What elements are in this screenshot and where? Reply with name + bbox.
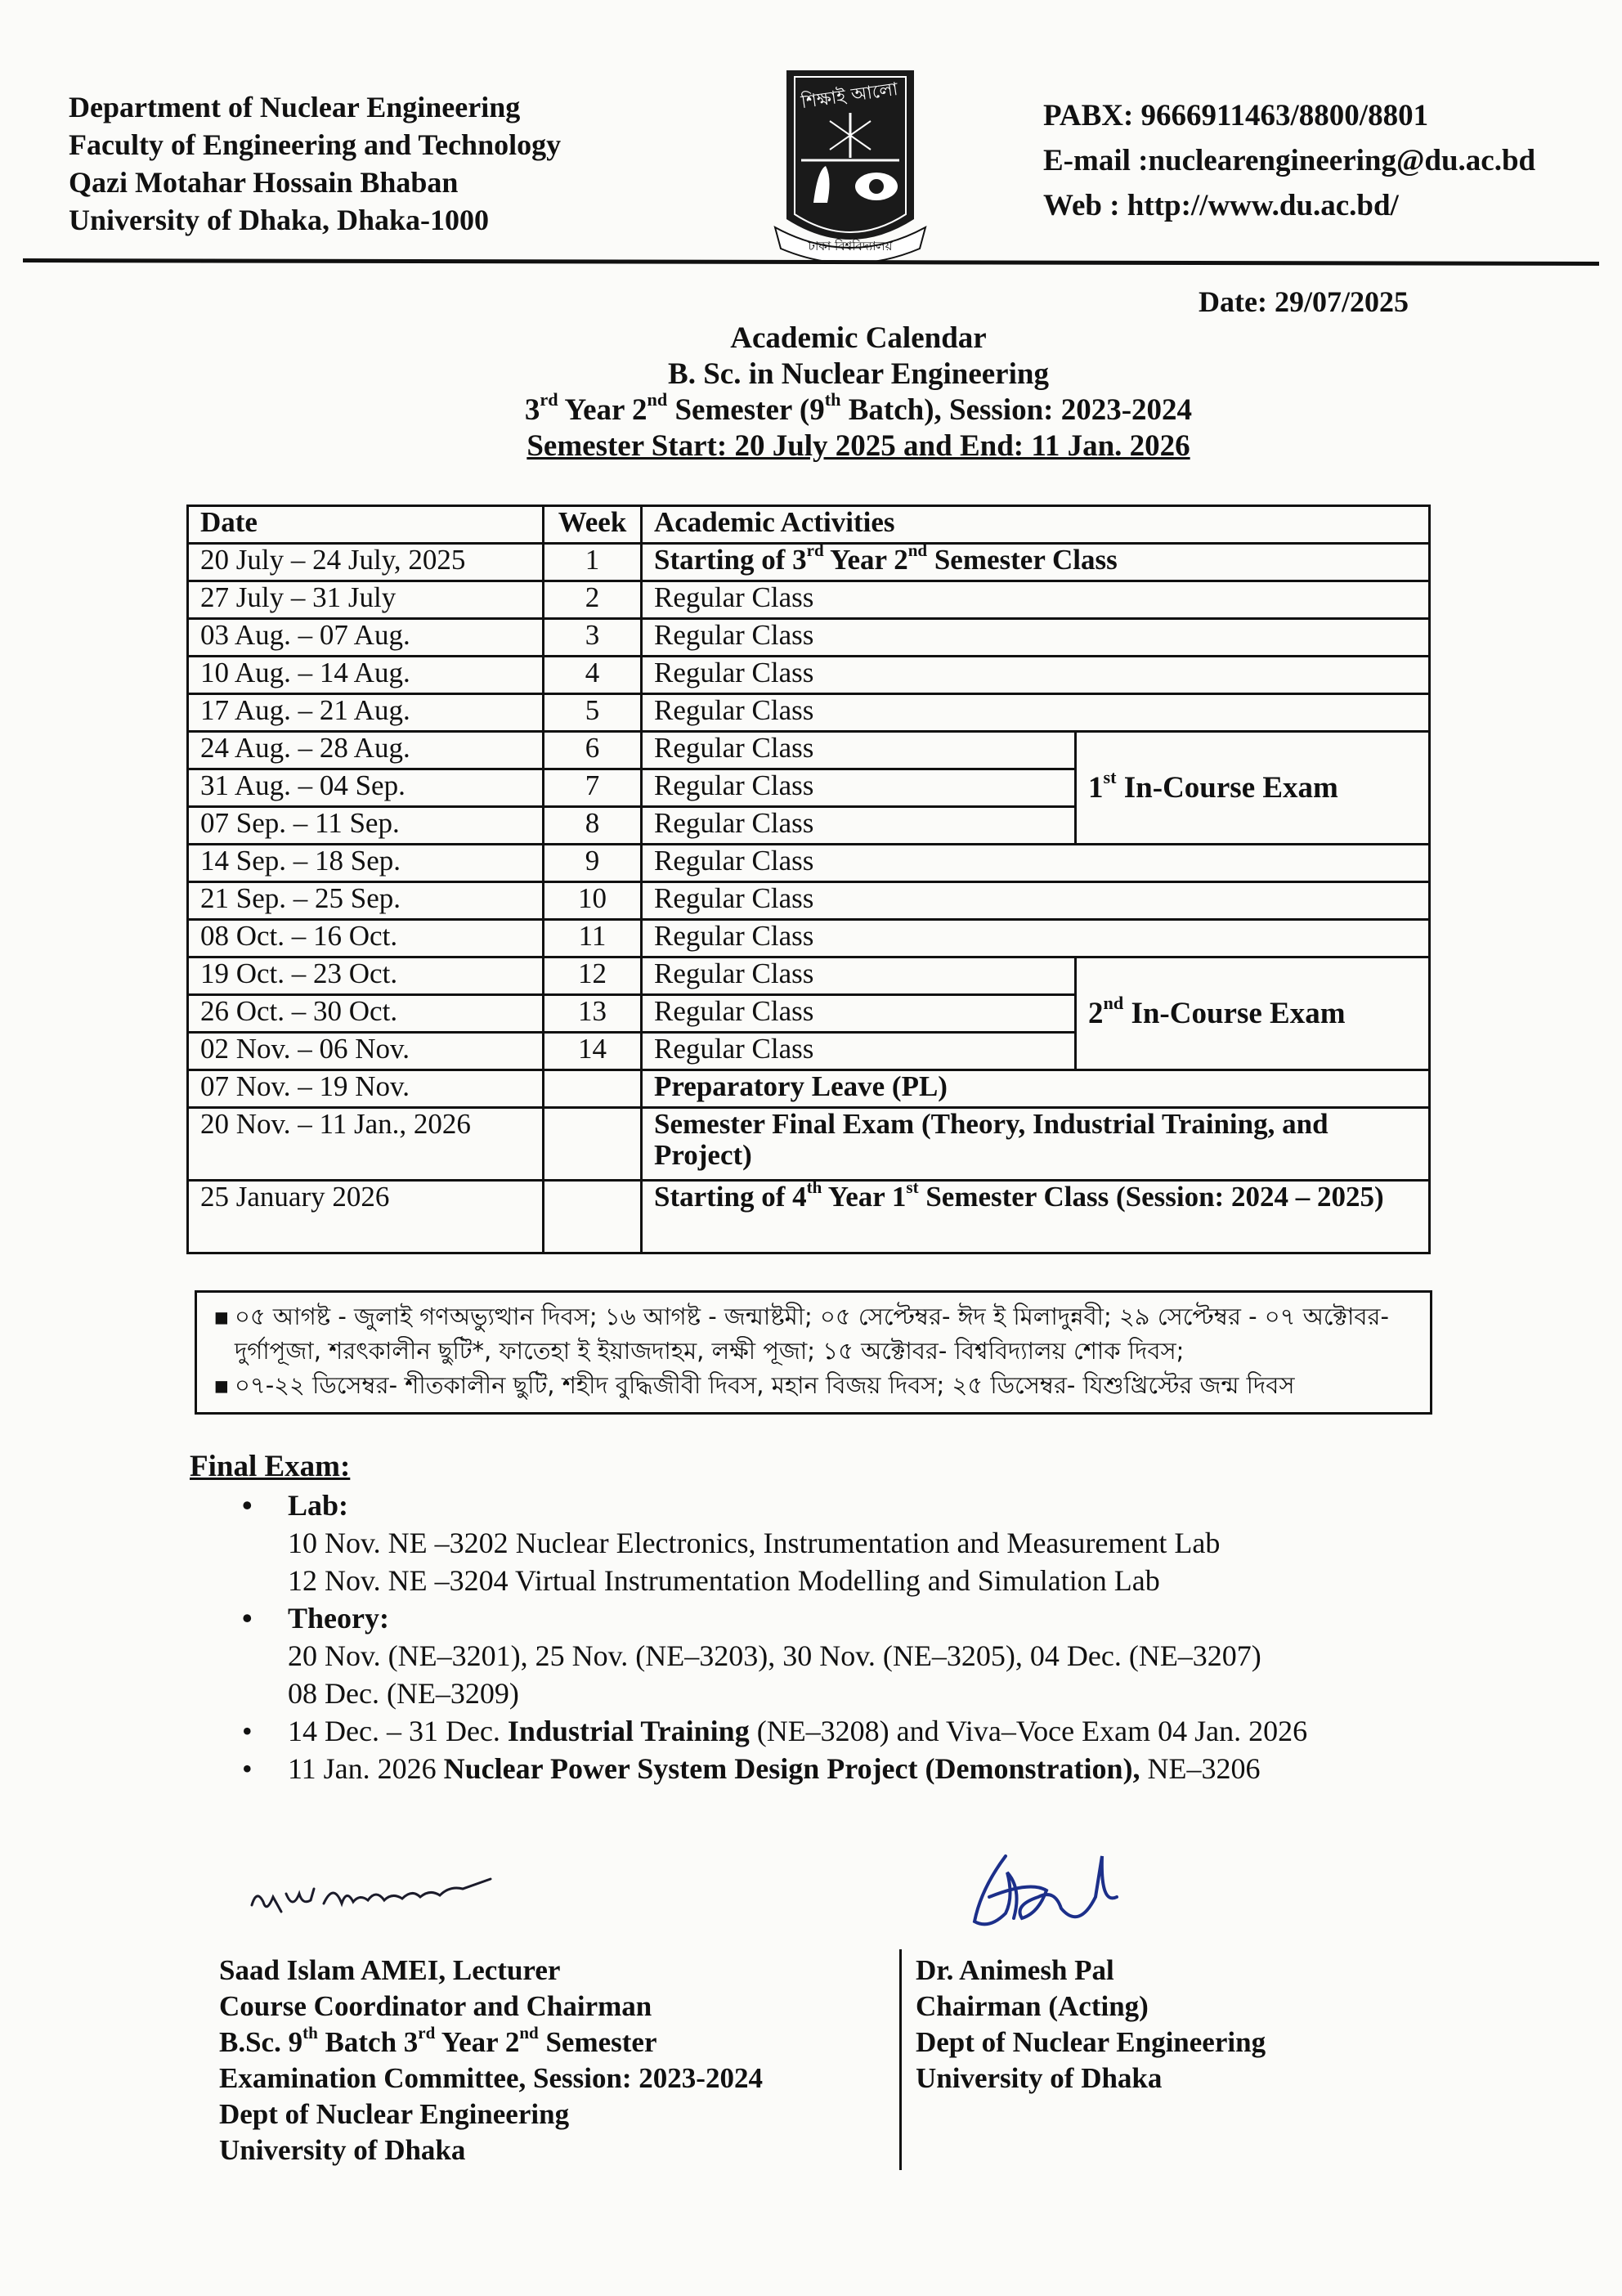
- activity-cell: Regular Class: [642, 657, 1430, 694]
- date-cell: 03 Aug. – 07 Aug.: [188, 619, 544, 657]
- week-cell: 8: [544, 807, 642, 845]
- signatory-title: B.Sc. 9th Batch 3rd Year 2nd Semester: [219, 2023, 657, 2058]
- activity-cell: Starting of 4th Year 1st Semester Class (Session: 2024 – 2025): [642, 1181, 1430, 1253]
- lab-line: 12 Nov. NE –3204 Virtual Instrumentation Modelling and Simulation Lab: [288, 1564, 1160, 1597]
- table-row: [188, 920, 1430, 957]
- date-cell: 26 Oct. – 30 Oct.: [188, 995, 544, 1033]
- table-row: [188, 957, 1430, 995]
- holiday-item: ▪ ০৫ আগষ্ট - জুলাই গণঅভ্যুত্থান দিবস; ১৬ আগষ্ট - জন্মাষ্টমী; ০৫ সেপ্টেম্বর- ঈদ ই মিলাদুন্নবী; ২৯ সেপ্টেম্বর - ০৭ অক্টোবর- দুর্গাপূজা, শরৎকালীন ছুটি*, ফাতেহা ই ইয়াজদাহম, লক্ষী পূজা; ১৫ অক্টোবর- বিশ্ববিদ্যালয় শোক দিবস;: [235, 1299, 1417, 1368]
- table-row: [188, 619, 1430, 657]
- signature-divider: [899, 1949, 902, 2170]
- lab-label: • Lab:: [237, 1487, 1512, 1524]
- week-cell: 1: [544, 544, 642, 581]
- date-cell: 19 Oct. – 23 Oct.: [188, 957, 544, 995]
- final-exam-heading: Final Exam:: [190, 1450, 351, 1483]
- date-cell: 17 Aug. – 21 Aug.: [188, 694, 544, 732]
- project-item: • 11 Jan. 2026 Nuclear Power System Design Project (Demonstration), NE–3206: [237, 1750, 1512, 1787]
- date-cell: 08 Oct. – 16 Oct.: [188, 920, 544, 957]
- holiday-item: ▪ ০৭-২২ ডিসেম্বর- শীতকালীন ছুটি, শহীদ বুদ্ধিজীবী দিবস, মহান বিজয় দিবস; ২৫ ডিসেম্বর- যিশুখ্রিস্টের জন্ম দিবস: [235, 1368, 1417, 1402]
- table-row: [188, 544, 1430, 581]
- date-cell: 02 Nov. – 06 Nov.: [188, 1033, 544, 1070]
- table-header-row: [188, 506, 1430, 544]
- holiday-note: [195, 1290, 1432, 1415]
- activity-cell: Regular Class: [642, 845, 1430, 882]
- semester-span: Semester Start: 20 July 2025 and End: 11 Jan. 2026: [526, 429, 1190, 463]
- activity-cell: Regular Class: [642, 995, 1076, 1033]
- table-row: [188, 657, 1430, 694]
- week-cell: [544, 1070, 642, 1108]
- table-row: [188, 1070, 1430, 1108]
- activity-cell: Regular Class: [642, 1033, 1076, 1070]
- week-cell: 12: [544, 957, 642, 995]
- date-cell: 31 Aug. – 04 Sep.: [188, 769, 544, 807]
- activity-cell: Regular Class: [642, 694, 1430, 732]
- title-line: B. Sc. in Nuclear Engineering: [668, 357, 1049, 391]
- week-cell: [544, 1181, 642, 1253]
- dept-line: Faculty of Engineering and Technology: [69, 128, 562, 161]
- column-header: Week: [544, 506, 642, 544]
- activity-cell: Starting of 3rd Year 2nd Semester Class: [642, 544, 1430, 581]
- activity-cell: Regular Class: [642, 619, 1430, 657]
- calendar-title: [327, 321, 1390, 464]
- signature-right: [957, 1840, 1128, 1950]
- date-cell: 07 Nov. – 19 Nov.: [188, 1070, 544, 1108]
- signatory-name: Dr. Animesh Pal: [916, 1954, 1114, 1986]
- logo-name: ঢাকা বিশ্ববিদ্যালয়: [808, 239, 893, 253]
- dept-line: Qazi Motahar Hossain Bhaban: [69, 166, 459, 199]
- date-cell: 07 Sep. – 11 Sep.: [188, 807, 544, 845]
- table-row: [188, 845, 1430, 882]
- department-address: [69, 88, 561, 239]
- signatory-dept: Dept of Nuclear Engineering: [219, 2098, 570, 2130]
- signatory-title: Chairman (Acting): [916, 1990, 1149, 2022]
- industrial-training-item: • 14 Dec. – 31 Dec. Industrial Training (NE–3208) and Viva–Voce Exam 04 Jan. 2026: [237, 1712, 1512, 1750]
- signatory-left: [219, 1953, 763, 2168]
- table-row: [188, 882, 1430, 920]
- in-course-exam-2: 2nd In-Course Exam: [1076, 957, 1430, 1070]
- week-cell: 14: [544, 1033, 642, 1070]
- signatory-university: University of Dhaka: [219, 2134, 466, 2166]
- logo-motto: শিক্ষাই আলো: [800, 78, 899, 114]
- date-cell: 20 Nov. – 11 Jan., 2026: [188, 1108, 544, 1181]
- dept-line: Department of Nuclear Engineering: [69, 91, 521, 123]
- date-cell: 20 July – 24 July, 2025: [188, 544, 544, 581]
- date-cell: 14 Sep. – 18 Sep.: [188, 845, 544, 882]
- date-cell: 24 Aug. – 28 Aug.: [188, 732, 544, 769]
- academic-calendar-table: [186, 504, 1431, 1254]
- table-row: [188, 1108, 1430, 1181]
- web: Web : http://www.du.ac.bd/: [1043, 189, 1399, 222]
- activity-cell: Semester Final Exam (Theory, Industrial Training, and Project): [642, 1108, 1430, 1181]
- signature-left: [245, 1864, 515, 1930]
- week-cell: 11: [544, 920, 642, 957]
- title-line: 3rd Year 2nd Semester (9th Batch), Session: 2023-2024: [524, 389, 1193, 427]
- contact-info: [1043, 93, 1535, 228]
- email: E-mail :nuclearengineering@du.ac.bd: [1043, 144, 1536, 177]
- week-cell: [544, 1108, 642, 1181]
- week-cell: 7: [544, 769, 642, 807]
- date-cell: 27 July – 31 July: [188, 581, 544, 619]
- theory-label: • Theory:: [237, 1599, 1512, 1637]
- week-cell: 4: [544, 657, 642, 694]
- activity-cell: Regular Class: [642, 920, 1430, 957]
- lab-line: 10 Nov. NE –3202 Nuclear Electronics, Instrumentation and Measurement Lab: [288, 1527, 1221, 1559]
- signatory-dept: Dept of Nuclear Engineering: [916, 2026, 1266, 2058]
- week-cell: 2: [544, 581, 642, 619]
- signatory-title: Course Coordinator and Chairman: [219, 1990, 652, 2022]
- week-cell: 10: [544, 882, 642, 920]
- signatory-right: [916, 1953, 1266, 2096]
- table-row: [188, 694, 1430, 732]
- signatory-title: Examination Committee, Session: 2023-2024: [219, 2062, 763, 2094]
- in-course-exam-1: 1st In-Course Exam: [1076, 732, 1430, 845]
- table-row: [188, 1181, 1430, 1253]
- column-header: Academic Activities: [642, 506, 1430, 544]
- activity-cell: Regular Class: [642, 882, 1430, 920]
- theory-line: 08 Dec. (NE–3209): [288, 1677, 519, 1710]
- pabx: PABX: 9666911463/8800/8801: [1043, 99, 1429, 132]
- week-cell: 13: [544, 995, 642, 1033]
- signatory-name: Saad Islam AMEI, Lecturer: [219, 1954, 561, 1986]
- signatory-university: University of Dhaka: [916, 2062, 1163, 2094]
- activity-cell: Regular Class: [642, 581, 1430, 619]
- table-row: [188, 581, 1430, 619]
- theory-line: 20 Nov. (NE–3201), 25 Nov. (NE–3203), 30 Nov. (NE–3205), 04 Dec. (NE–3207): [288, 1639, 1261, 1672]
- activity-cell: Preparatory Leave (PL): [642, 1070, 1430, 1108]
- final-exam-list: [237, 1487, 1512, 1787]
- date-cell: 10 Aug. – 14 Aug.: [188, 657, 544, 694]
- week-cell: 3: [544, 619, 642, 657]
- date-cell: 25 January 2026: [188, 1181, 544, 1253]
- week-cell: 6: [544, 732, 642, 769]
- activity-cell: Regular Class: [642, 807, 1076, 845]
- activity-cell: Regular Class: [642, 957, 1076, 995]
- activity-cell: Regular Class: [642, 769, 1076, 807]
- issue-date: Date: 29/07/2025: [1199, 285, 1409, 318]
- date-cell: 21 Sep. – 25 Sep.: [188, 882, 544, 920]
- dept-line: University of Dhaka, Dhaka-1000: [69, 204, 490, 236]
- column-header: Date: [188, 506, 544, 544]
- week-cell: 9: [544, 845, 642, 882]
- week-cell: 5: [544, 694, 642, 732]
- table-row: [188, 732, 1430, 769]
- title-line: Academic Calendar: [730, 321, 987, 355]
- activity-cell: Regular Class: [642, 732, 1076, 769]
- university-logo: [768, 64, 932, 268]
